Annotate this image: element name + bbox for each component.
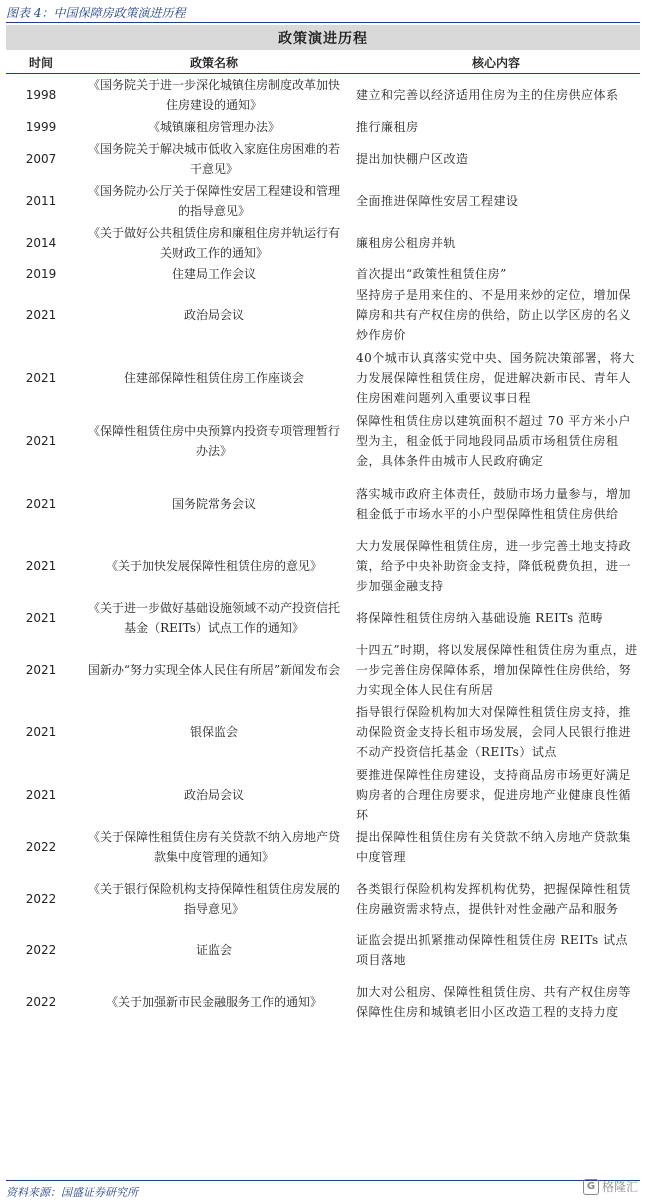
row-year: 2021 <box>25 307 57 322</box>
row-policy-name: 《国务院关于进一步深化城镇住房制度改革加快住房建设的通知》 <box>87 77 340 112</box>
row-policy-name: 国新办“努力实现全体人民住有所居”新闻发布会 <box>87 662 341 677</box>
row-content: 坚持房子是用来住的、不是用来炒的定位，增加保障房和共有产权住房的供给，防止以学区房的名义炒作房价 <box>356 287 632 342</box>
header-year: 时间 <box>6 51 76 74</box>
row-policy-name: 《关于加快发展保障性租赁住房的意见》 <box>105 558 322 573</box>
table-row <box>6 138 640 180</box>
row-policy-name: 《关于保障性租赁住房有关贷款不纳入房地产贷款集中度管理的通知》 <box>87 829 340 864</box>
table-row <box>6 74 640 116</box>
row-year: 2014 <box>25 235 57 250</box>
row-content: 落实城市政府主体责任，鼓励市场力量参与，增加租金低于市场水平的小户型保障性租赁住房供给 <box>356 486 632 521</box>
table-row <box>6 868 640 930</box>
table-row <box>6 597 640 639</box>
row-content: 40个城市认真落实党中央、国务院决策部署，将大力发展保障性租赁住房，促进解决新市民、青年人住房困难问题列入重要议事日程 <box>356 350 635 405</box>
row-content: 证监会提出抓紧推动保障性租赁住房 REITs 试点项目落地 <box>356 933 628 967</box>
row-content: 指导银行保险机构加大对保障性租赁住房支持，推动保险资金支持长租市场发展，会同人民银行推进不动产投资信托基金（REITs）试点 <box>356 705 632 759</box>
row-year: 2021 <box>25 662 57 677</box>
table-row <box>6 764 640 826</box>
row-policy-name: 《国务院办公厅关于保障性安居工程建设和管理的指导意见》 <box>87 183 340 218</box>
row-content: 建立和完善以经济适用住房为主的住房供应体系 <box>356 87 619 102</box>
row-content: 要推进保障性住房建设，支持商品房市场更好满足购房者的合理住房要求，促进房地产业健康良性循环 <box>356 767 632 822</box>
row-policy-name: 银保监会 <box>189 725 238 739</box>
row-policy-name: 住建局工作会议 <box>171 266 256 281</box>
watermark <box>583 1178 638 1195</box>
row-content: 首次提出“政策性租赁住房” <box>356 266 507 281</box>
row-policy-name: 政治局会议 <box>183 787 244 802</box>
row-policy-name: 《关于进一步做好基础设施领域不动产投资信托基金（REITs）试点工作的通知》 <box>87 600 340 635</box>
row-content: 十四五”时期，将以发展保障性租赁住房为重点，进一步完善住房保障体系，增加保障性住房供给，努力实现全体人民住有所居 <box>356 642 638 697</box>
table-row <box>6 473 640 535</box>
row-year: 2011 <box>25 193 57 208</box>
table-row <box>6 971 640 1033</box>
table-row <box>6 410 640 473</box>
row-content: 提出加快棚户区改造 <box>356 151 469 166</box>
watermark-logo-icon: G <box>583 1179 599 1195</box>
row-year: 1999 <box>25 119 57 134</box>
row-content: 加大对公租房、保障性租赁住房、共有产权住房等保障性住房和城镇老旧小区改造工程的支持力度 <box>356 984 632 1019</box>
row-policy-name: 《关于做好公共租赁住房和廉租住房并轨运行有关财政工作的通知》 <box>87 225 340 260</box>
row-content: 各类银行保险机构发挥机构优势，把握保障性租赁住房融资需求特点，提供针对性金融产品和服务 <box>356 881 632 916</box>
row-content: 推行廉租房 <box>356 119 419 134</box>
row-content: 提出保障性租赁住房有关贷款不纳入房地产贷款集中度管理 <box>356 829 632 864</box>
row-policy-name: 国务院常务会议 <box>171 496 256 511</box>
row-year: 2021 <box>25 787 57 802</box>
row-policy-name: 政治局会议 <box>183 307 244 322</box>
table-row <box>6 930 640 971</box>
table-row <box>6 116 640 138</box>
row-policy-name: 住建部保障性租赁住房工作座谈会 <box>123 370 304 385</box>
row-year: 2021 <box>25 725 57 739</box>
watermark-text: 格隆汇 <box>601 1180 638 1194</box>
row-year: 2022 <box>25 839 57 854</box>
row-year: 2021 <box>25 558 57 573</box>
table-row <box>6 222 640 264</box>
table-row <box>6 346 640 410</box>
row-content: 全面推进保障性安居工程建设 <box>356 193 519 208</box>
header-name: 政策名称 <box>76 51 352 74</box>
table-row <box>6 535 640 597</box>
row-year: 1998 <box>25 87 57 102</box>
row-content: 廉租房公租房并轨 <box>356 235 457 250</box>
policy-table <box>6 51 640 1033</box>
row-policy-name: 《关于银行保险机构支持保障性租赁住房发展的指导意见》 <box>87 881 340 916</box>
row-policy-name: 《国务院关于解决城市低收入家庭住房困难的若干意见》 <box>87 141 340 176</box>
caption-divider <box>6 22 640 23</box>
table-row <box>6 826 640 868</box>
table-row <box>6 284 640 346</box>
row-policy-name: 证监会 <box>195 943 232 957</box>
header-content: 核心内容 <box>352 51 640 74</box>
row-policy-name: 《城镇廉租房管理办法》 <box>147 119 280 134</box>
row-year: 2022 <box>25 994 57 1009</box>
row-year: 2022 <box>25 943 57 957</box>
row-year: 2021 <box>25 610 57 625</box>
table-title: 政策演进历程 <box>6 25 640 50</box>
row-year: 2019 <box>25 266 57 281</box>
row-content: 保障性租赁住房以建筑面积不超过 70 平方米小户型为主，租金低于同地段同品质市场租赁住房租金，具体条件由城市人民政府确定 <box>356 414 631 468</box>
row-year: 2007 <box>25 151 57 166</box>
table-row <box>6 701 640 764</box>
row-year: 2021 <box>25 434 57 448</box>
row-content: 大力发展保障性租赁住房，进一步完善土地支持政策，给予中央补助资金支持，降低税费负担，进一步加强金融支持 <box>356 538 632 593</box>
row-year: 2021 <box>25 370 57 385</box>
source-note: 资料来源：国盛证券研究所 <box>6 1186 138 1199</box>
row-policy-name: 《保障性租赁住房中央预算内投资专项管理暂行办法》 <box>87 424 340 458</box>
footer-divider <box>6 1180 640 1181</box>
table-header-row <box>6 51 640 74</box>
row-content: 将保障性租赁住房纳入基础设施 REITs 范畴 <box>356 610 603 625</box>
row-year: 2021 <box>25 496 57 511</box>
table-row <box>6 264 640 284</box>
figure-caption: 图表 4：中国保障房政策演进历程 <box>6 6 186 20</box>
table-row <box>6 180 640 222</box>
row-policy-name: 《关于加强新市民金融服务工作的通知》 <box>105 994 322 1009</box>
table-row <box>6 639 640 701</box>
row-year: 2022 <box>25 891 57 906</box>
